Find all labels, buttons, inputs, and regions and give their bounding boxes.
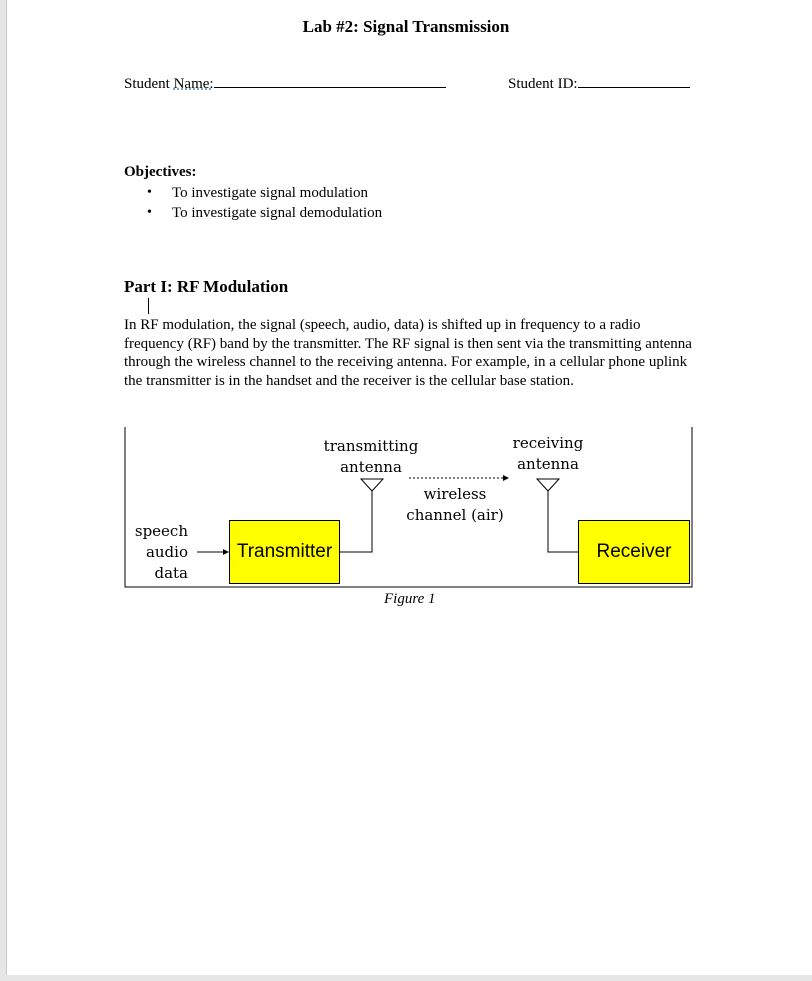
student-name-label-prefix: Student [124,76,174,92]
rx-antenna-label-line2: antenna [517,455,579,473]
objective-item: • To investigate signal demodulation [124,203,382,223]
document-page [6,0,812,975]
objective-item: • To investigate signal modulation [124,183,382,203]
objectives-heading: Objectives: [124,164,197,180]
rx-antenna-label-line1: receiving [512,434,584,452]
student-id-blank[interactable] [578,73,690,88]
student-name-label: Name: [173,76,214,92]
student-id-field[interactable] [508,73,690,93]
part1-heading: Part I: RF Modulation [124,277,289,296]
document-title: Lab #2: Signal Transmission [302,17,510,36]
input-label-audio: audio [145,543,188,561]
student-name-blank[interactable] [214,73,446,88]
tx-antenna-label-line1: transmitting [323,437,419,455]
channel-label-line1: wireless [423,485,487,503]
part1-paragraph: In RF modulation, the signal (speech, audio, data) is shifted up in frequency to a radio frequency (RF) band by the transmitter. The RF signal is then sent via the transmitting antenna through the wireless channel to the receiving antenna. For example, in a cellular phone uplink the transmitter is in the handset and the receiver is the cellular base station. [124,317,692,389]
objectives-list [124,183,382,223]
tx-antenna-label-line2: antenna [340,458,402,476]
student-name-field[interactable] [124,73,446,93]
student-id-label: Student ID: [508,76,578,92]
transmitter-block: Transmitter [229,520,340,584]
receiver-block: Receiver [578,520,690,584]
text-cursor [148,298,149,314]
input-label-data: data [154,564,188,582]
input-label-speech: speech [134,522,188,540]
channel-label-line2: channel (air) [406,506,504,524]
figure-caption: Figure 1 [384,591,436,607]
